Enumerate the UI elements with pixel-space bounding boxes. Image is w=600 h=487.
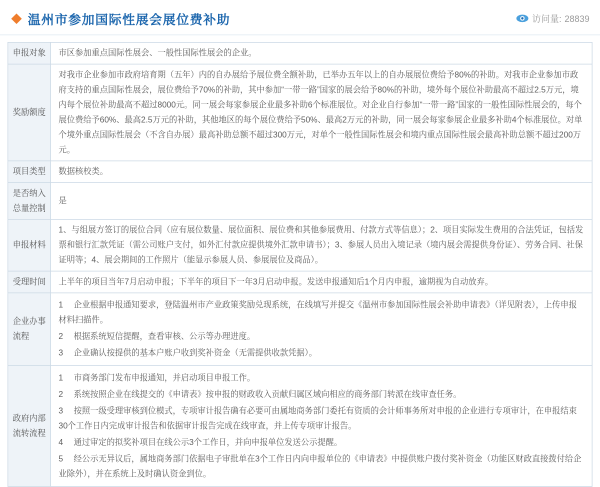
page-header — [0, 0, 600, 35]
row-content: 对我市企业参加市政府培育期（五年）内的自办展给予展位费全额补助，已举办五年以上的自办展展位费给予80%的补助。对我市企业参加市政府支持的重点国际性展会，展位费给予70%的补助，其中参加“一带一路”国家的展会给予80%的补助，境外每个展位补助最高不超过2.5万元，境内每个展位补助最高不超过8000元。同一展会每家参展企业最多补助6个标准展位。对企业自行参加“一带一路”国家的一般性国际性展会的，每个展位费给予60%、最高2.5万元的补助，其他地区的每个展位费给予50%、最高2万元的补助，同一展会每家参展企业最多补助4个标准展位。对单个境外重点国际性展会（不含自办展）最高补助总额不超过300万元，对单个一般性国际性展会和境内重点国际性展会最高补助总额不超过200万元。 — [51, 64, 593, 161]
flow-step-number: 4 — [58, 438, 64, 447]
flow-step — [59, 371, 585, 386]
subsidy-table-body — [8, 42, 592, 486]
page-title: 温州市参加国际性展会展位费补助 — [27, 12, 231, 27]
flow-step — [59, 346, 585, 361]
row-label: 受理时间 — [8, 271, 51, 293]
row-label: 申报材料 — [8, 219, 51, 271]
row-label: 政府内部流转流程 — [8, 366, 51, 487]
flow-step-text: 企业根据申报通知要求，登陆温州市产业政策奖励兑现系统，在线填写并提交《温州市参加国际性展会补助申请表》（详见附表），上传申报材料扫描件。 — [58, 300, 577, 325]
row-label: 企业办事流程 — [8, 293, 51, 366]
flow-step-text: 经公示无异议后，属地商务部门依据电子审批单在3个工作日内向申报单位的《申请表》中提供账户拨付奖补资金（功能区财政直接拨付给企业除外），并在系统上及时确认资金到位。 — [58, 454, 582, 479]
flow-step-number: 3 — [58, 406, 64, 416]
row-content: 市区参加重点国际性展会、一般性国际性展会的企业。 — [51, 42, 593, 64]
flow-step-number: 3 — [58, 348, 64, 358]
flow-step-text: 根据系统短信提醒，查看审核、公示等办理进度。 — [73, 332, 256, 342]
flow-step-text: 按照一级受理审核到位模式，专项审计报告确有必要可由属地商务部门委托有资质的会计师事务所对申报的企业进行专项审计，在申报结束30个工作日内完成审计报告和依据审计报告完成在线审查，并上传专项审计报告。 — [58, 406, 577, 431]
table-row — [8, 219, 592, 271]
flow-step-text: 市商务部门发布申报通知，并启动项目申报工作。 — [73, 373, 256, 383]
table-row — [8, 293, 592, 366]
bullet-diamond-icon — [11, 13, 22, 24]
flow-step — [59, 387, 585, 402]
row-label: 奖励额度 — [8, 64, 51, 161]
visits-label: 访问量: — [531, 13, 562, 24]
row-content: 上半年的项目当年7月启动申报；下半年的项目下一年3月启动申报。发送申报通知后1个月内申报，逾期视为自动放弃。 — [51, 271, 593, 293]
row-content: 1、与组展方签订的展位合同（应有展位数量、展位面积、展位费和其他参展费用、付款方式等信息）；2、项目实际发生费用的合法凭证，包括发票和银行汇款凭证（需公司账户支付，如外汇付款应提供境外汇款申请书）；3、参展人员出入境记录（境内展会需提供身份证）、劳务合同、社保证明等；4、展会期间的工作照片（能显示参展人员、参展展位及商品）。 — [51, 219, 593, 271]
flow-step-number: 2 — [58, 390, 64, 399]
flow-step-number: 5 — [58, 454, 64, 464]
row-label: 申报对象 — [8, 42, 51, 64]
table-row — [8, 183, 592, 220]
table-row — [8, 161, 592, 183]
flow-step-number: 1 — [58, 300, 64, 310]
flow-step — [59, 452, 585, 482]
visit-counter — [516, 12, 589, 25]
row-content: 是 — [51, 183, 593, 220]
flow-step-text: 系统按照企业在线提交的《申请表》按申报的财政收入贡献归属区域向相应的商务部门转派在线审查任务。 — [73, 390, 462, 399]
flow-step — [59, 435, 585, 450]
flow-step — [59, 329, 585, 344]
table-row — [8, 42, 592, 64]
table-row — [8, 366, 592, 487]
row-content — [51, 293, 593, 366]
flow-step-number: 2 — [58, 332, 64, 342]
visits-count: 28839 — [564, 13, 590, 24]
table-row — [8, 64, 592, 161]
table-row — [8, 271, 592, 293]
row-content: 数据核校类。 — [51, 161, 593, 183]
row-content — [51, 366, 593, 487]
flow-step-number: 1 — [58, 373, 64, 383]
row-label: 项目类型 — [8, 161, 51, 183]
flow-step-text: 企业确认按提供的基本户账户收到奖补资金（无需提供收款凭据）。 — [73, 348, 317, 358]
eye-icon — [516, 14, 529, 22]
flow-step-text: 通过审定的拟奖补项目在线公示3个工作日，并向申报单位发送公示提醒。 — [73, 438, 343, 447]
row-label: 是否纳入总量控制 — [8, 183, 51, 220]
flow-step — [59, 404, 585, 434]
subsidy-info-table — [8, 42, 593, 487]
flow-step — [59, 298, 585, 328]
